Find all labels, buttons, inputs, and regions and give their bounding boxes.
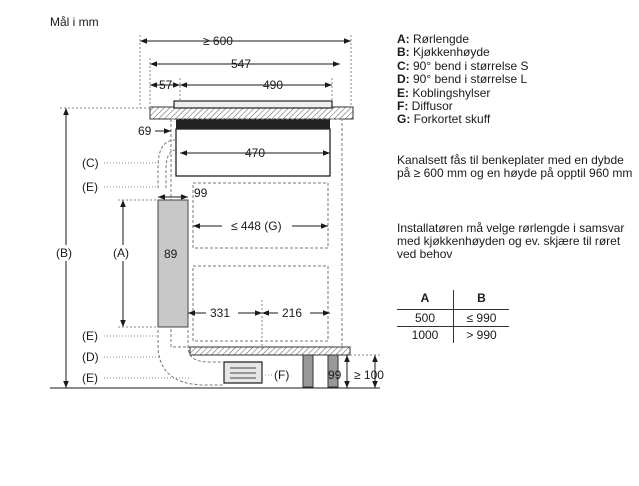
dim-600: ≥ 600 bbox=[203, 34, 233, 48]
table-cell: ≤ 990 bbox=[454, 310, 510, 327]
legend-item-d: D: 90° bend i størrelse L bbox=[397, 72, 528, 87]
dim-89: 89 bbox=[164, 247, 178, 261]
legend-item-b: B: Kjøkkenhøyde bbox=[397, 45, 490, 60]
cooktop-body bbox=[176, 119, 330, 129]
legend-item-f: F: Diffusor bbox=[397, 99, 453, 114]
callout-e-mid: (E) bbox=[82, 329, 98, 343]
dim-331: 331 bbox=[210, 306, 231, 320]
callout-d: (D) bbox=[82, 350, 99, 364]
callout-c: (C) bbox=[82, 156, 99, 170]
duct-bend-c bbox=[158, 140, 176, 190]
dim-57: 57 bbox=[159, 78, 173, 92]
dim-490: 490 bbox=[263, 78, 284, 92]
dim-470: 470 bbox=[245, 146, 266, 160]
callout-b: (B) bbox=[56, 246, 72, 260]
callout-e-bottom: (E) bbox=[82, 371, 98, 385]
table-cell: 500 bbox=[397, 310, 454, 327]
cabinet-leg bbox=[303, 355, 313, 387]
legend-item-c: C: 90° bend i størrelse S bbox=[397, 58, 529, 73]
legend-item-e: E: Koblingshylser bbox=[397, 85, 491, 100]
legend-item-g: G: Forkortet skuff bbox=[397, 112, 491, 127]
note-kit-availability: Kanalsett fås til benkeplater med en dybde på ≥ 600 mm og en høyde på opptil 960 mm bbox=[397, 153, 633, 181]
dim-69: 69 bbox=[138, 124, 152, 138]
shortened-drawer bbox=[193, 183, 328, 248]
table-cell: 1000 bbox=[397, 327, 454, 344]
table-row bbox=[397, 310, 509, 327]
dim-100: ≥ 100 bbox=[354, 368, 384, 382]
pipe-length-table bbox=[397, 290, 509, 343]
cooktop bbox=[174, 101, 332, 108]
callout-f: (F) bbox=[274, 368, 290, 382]
legend bbox=[397, 33, 529, 127]
plinth-board bbox=[190, 347, 350, 355]
units-label: Mål i mm bbox=[50, 15, 99, 29]
lower-drawer bbox=[193, 266, 328, 341]
dim-99-plinth: 99 bbox=[328, 368, 342, 382]
worktop bbox=[150, 107, 353, 119]
callout-e-top: (E) bbox=[82, 180, 98, 194]
duct-bend-d bbox=[158, 330, 224, 385]
table-header-a: A bbox=[397, 290, 454, 310]
dim-99-top: 99 bbox=[194, 186, 208, 200]
dim-547: 547 bbox=[231, 57, 252, 71]
table-row bbox=[397, 327, 509, 344]
duct-pipe bbox=[158, 200, 188, 327]
note-installer: Installatøren må velge rørlengde i samsvar med kjøkkenhøyden og ev. skjære til røret ved behov bbox=[397, 221, 625, 262]
dim-216: 216 bbox=[282, 306, 303, 320]
table-header-b: B bbox=[454, 290, 510, 310]
dim-448-g: ≤ 448 (G) bbox=[231, 219, 282, 233]
callout-a: (A) bbox=[113, 246, 129, 260]
legend-item-a: A: Rørlengde bbox=[397, 32, 470, 46]
table-cell: > 990 bbox=[466, 328, 497, 342]
